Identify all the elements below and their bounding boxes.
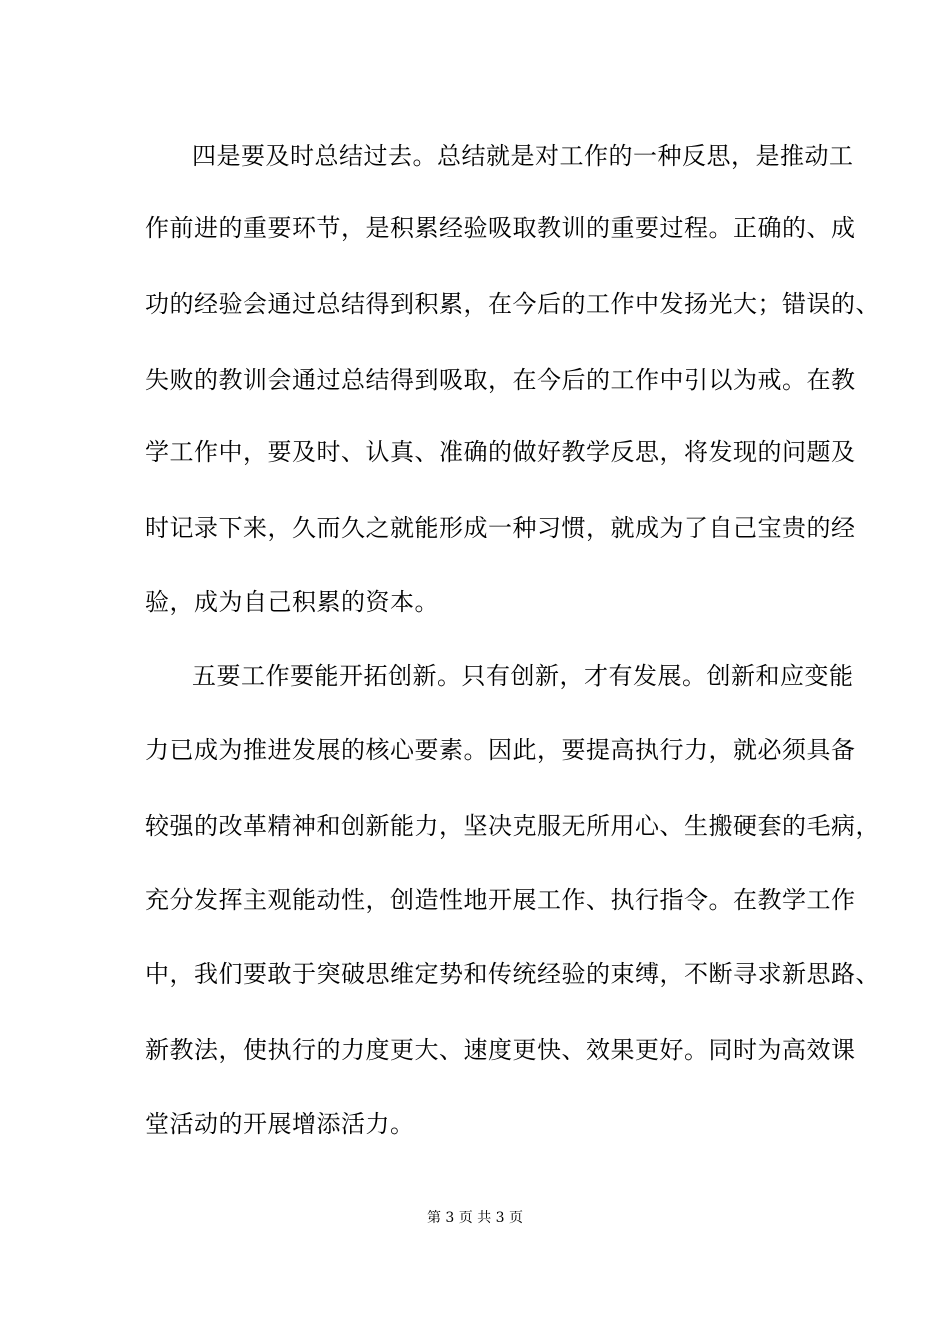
paragraph-1-line-2: 作前进的重要环节，是积累经验吸取教训的重要过程。正确的、成 — [145, 214, 856, 242]
paragraph-2-line-3: 较强的改革精神和创新能力，坚决克服无所用心、生搬硬套的毛病， — [145, 812, 880, 840]
paragraph-2-line-5: 中，我们要敢于突破思维定势和传统经验的束缚，不断寻求新思路、 — [145, 960, 880, 988]
paragraph-2-line-6: 新教法，使执行的力度更大、速度更快、效果更好。同时为高效课 — [145, 1036, 856, 1064]
paragraph-1-line-7: 验，成为自己积累的资本。 — [145, 588, 439, 616]
paragraph-2-line-1: 五要工作要能开拓创新。只有创新，才有发展。创新和应变能 — [192, 662, 854, 690]
paragraph-1-line-3: 功的经验会通过总结得到积累，在今后的工作中发扬光大；错误的、 — [145, 290, 880, 318]
paragraph-1-line-1: 四是要及时总结过去。总结就是对工作的一种反思，是推动工 — [192, 142, 854, 170]
paragraph-1-line-5: 学工作中，要及时、认真、准确的做好教学反思，将发现的问题及 — [145, 438, 856, 466]
page-number-footer: 第 3 页 共 3 页 — [426, 1210, 524, 1226]
paragraph-2-line-4: 充分发挥主观能动性，创造性地开展工作、执行指令。在教学工作 — [145, 886, 856, 914]
paragraph-1-line-6: 时记录下来，久而久之就能形成一种习惯，就成为了自己宝贵的经 — [145, 514, 856, 542]
paragraph-2-line-7: 堂活动的开展增添活力。 — [145, 1110, 415, 1138]
paragraph-1-line-4: 失败的教训会通过总结得到吸取，在今后的工作中引以为戒。在教 — [145, 366, 856, 394]
paragraph-2-line-2: 力已成为推进发展的核心要素。因此，要提高执行力，就必须具备 — [145, 736, 856, 764]
